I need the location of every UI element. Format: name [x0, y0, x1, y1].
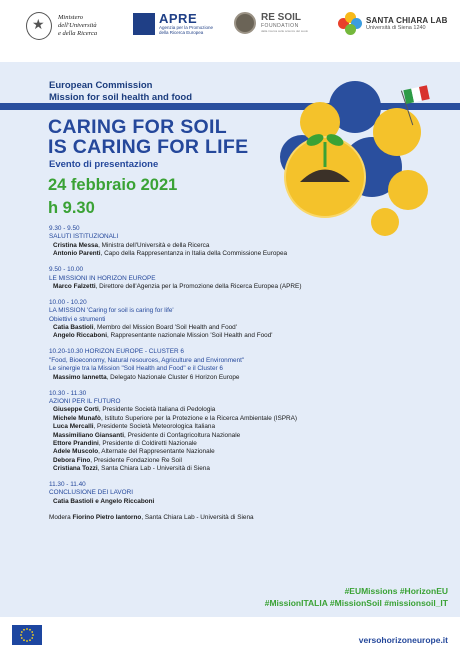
eu-flag-bg — [12, 625, 42, 645]
session-title: "Food, Bioeconomy, Natural resources, Agriculture and Environment" — [49, 356, 245, 364]
ec-line1: European Commission — [49, 80, 153, 91]
mur-line2: dell'Università — [58, 22, 97, 29]
speaker-row — [49, 332, 449, 340]
speaker-role: , Membro del Mission Board 'Soil Health and Food' — [93, 324, 237, 332]
speaker-row — [49, 448, 449, 456]
speaker-name: Massimo Iannetta — [53, 373, 107, 381]
program-list — [49, 225, 449, 522]
logo-bar — [0, 0, 460, 58]
speaker-role: , Capo della Rappresentanza in Italia della Commissione Europea — [100, 250, 288, 258]
ec-line2: Mission for soil health and food — [49, 92, 193, 103]
speaker-name: Cristiana Tozzi — [53, 465, 98, 473]
program-session — [49, 390, 449, 474]
apre-name: APRE — [159, 11, 198, 26]
program-session — [49, 348, 449, 382]
resoil-sub: FOUNDATION — [261, 23, 299, 29]
scl-sub: Università di Siena 1240 — [366, 25, 426, 31]
mur-line3: e della Ricerca — [58, 30, 98, 37]
footer — [0, 617, 460, 657]
apre-mark-icon — [133, 13, 155, 35]
mur-line1: Ministero — [58, 14, 84, 21]
speaker-row — [49, 457, 449, 465]
speaker-name: Angelo Riccaboni — [53, 332, 107, 340]
circle-blue-left — [280, 135, 324, 179]
flag-red — [419, 85, 430, 100]
speaker-name: Adele Muscolo — [53, 448, 99, 456]
mur-text — [58, 14, 114, 38]
speaker-role: , Presidente Fondazione Re Soil — [90, 456, 182, 464]
hashtags-line2: #MissionITALIA #MissionSoil #missionsoil_IT — [264, 598, 448, 608]
main-panel — [0, 62, 460, 617]
mur-logo — [26, 12, 114, 40]
circle-yellow-right — [373, 108, 421, 156]
speaker-name: Catia Bastioli — [53, 324, 94, 332]
resoil-text — [261, 13, 308, 33]
speaker-name: Antonio Parenti — [53, 250, 101, 258]
resoil-globe-icon — [234, 12, 256, 34]
speaker-name: Giuseppe Corti — [53, 406, 99, 414]
flag-green — [403, 89, 414, 104]
flag-white — [411, 87, 422, 102]
speaker-role: , Direttore dell'Agenzia per la Promozione della Ricerca Europea (APRE) — [95, 282, 302, 290]
italian-flag-icon — [401, 85, 434, 126]
session-subtitle: Le sinergie tra la Mission "Soil Health and Food" e il Cluster 6 — [49, 365, 223, 373]
event-subtitle: Evento di presentazione — [49, 159, 159, 170]
session-title: SALUTI ISTITUZIONALI — [49, 233, 119, 241]
speaker-name: Cristina Messa — [53, 241, 99, 249]
circle-yellow-bottom — [388, 170, 428, 210]
speaker-name: Debora Fino — [53, 456, 91, 464]
session-time: 9.50 - 10.00 — [49, 266, 84, 274]
resoil-logo — [234, 12, 308, 34]
apre-sub: Agenzia per la Promozione della Ricerca Europea — [159, 25, 214, 35]
italian-emblem-icon — [26, 12, 52, 40]
event-title — [48, 117, 248, 157]
program-session — [49, 299, 449, 341]
session-title: LE MISSIONI IN HORIZON EUROPE — [49, 274, 156, 282]
event-date: 24 febbraio 2021 — [48, 176, 178, 194]
speaker-role: , Delegato Nazionale Cluster 6 Horizon Europe — [106, 373, 240, 381]
session-time: 10.20-10.30 HORIZON EUROPE - CLUSTER 6 — [49, 348, 184, 356]
speaker-row — [49, 242, 449, 250]
session-time: 11.30 - 11.40 — [49, 481, 86, 489]
program-session — [49, 481, 449, 506]
speaker-name: Ettore Prandini — [53, 439, 99, 447]
sun-ring — [285, 137, 365, 217]
event-time: h 9.30 — [48, 199, 95, 217]
sprout-leaf-right-icon — [325, 132, 346, 149]
program-session — [49, 266, 449, 291]
speaker-role: , Presidente di Coldiretti Nazionale — [98, 439, 197, 447]
eu-flag-icon — [12, 625, 42, 645]
session-title: AZIONI PER IL FUTURO — [49, 397, 121, 405]
ec-heading — [49, 80, 192, 104]
website-link[interactable]: versohorizoneurope.it — [358, 635, 448, 645]
title-line1: CARING FOR SOIL — [48, 116, 227, 138]
speaker-role: , Presidente di Confagricoltura Nazionale — [124, 431, 241, 439]
scl-name: SANTA CHIARA LAB — [366, 16, 448, 25]
sun-circle — [285, 137, 365, 217]
speaker-name: Luca Mercalli — [53, 423, 94, 431]
speaker-role: , Rappresentante nazionale Mission 'Soil Health and Food' — [106, 332, 273, 340]
flag-pole — [401, 90, 412, 126]
speaker-role: , Istituto Superiore per la Protezione e la Ricerca Ambientale (ISPRA) — [100, 414, 298, 422]
resoil-tiny: dalla ricerca sulle scienze del suolo — [261, 29, 309, 33]
speaker-row — [49, 324, 449, 332]
scl-text — [366, 16, 448, 32]
program-session — [49, 225, 449, 259]
moderator-prefix: Modera — [49, 513, 73, 521]
speaker-role: , Alternate del Rappresentante Nazionale — [98, 448, 215, 456]
session-subtitle: Obiettivi e strumenti — [49, 315, 106, 323]
speaker-row — [49, 374, 449, 382]
speaker-row — [49, 406, 449, 414]
apre-logo — [133, 12, 219, 35]
hashtags — [265, 585, 448, 609]
speaker-row — [49, 440, 449, 448]
santa-chiara-dots-icon — [338, 12, 362, 36]
speaker-name: Massimiliano Giansanti — [53, 431, 125, 439]
title-line2: IS CARING FOR LIFE — [48, 136, 249, 158]
session-title: LA MISSION 'Caring for soil is caring for life' — [49, 307, 174, 315]
session-title: CONCLUSIONE DEI LAVORI — [49, 489, 134, 497]
moderator-name: Fiorino Pietro Iantorno — [72, 513, 142, 521]
speaker-name: Michele Munafò — [53, 414, 101, 422]
speaker-row — [49, 415, 449, 423]
speaker-role: , Presidente Società Italiana di Pedologia — [98, 406, 216, 414]
hashtags-line1: #EUMissions #HorizonEU — [344, 586, 448, 596]
speaker-role: , Santa Chiara Lab - Università di Siena — [97, 465, 210, 473]
sprout-leaf-left-icon — [305, 132, 326, 149]
speaker-row — [49, 432, 449, 440]
speaker-row — [49, 423, 449, 431]
session-time: 10.30 - 11.30 — [49, 389, 87, 397]
session-time: 10.00 - 10.20 — [49, 298, 87, 306]
speaker-role: , Presidente Società Meteorologica Italiana — [93, 423, 215, 431]
speaker-row — [49, 283, 449, 291]
circle-blue-top — [329, 81, 381, 133]
soil-mound-icon — [300, 170, 350, 183]
speaker-name: Marco Falzetti — [53, 282, 96, 290]
resoil-name: RE SOIL — [261, 12, 302, 23]
circle-yellow-left — [300, 102, 340, 142]
santa-chiara-lab-logo — [338, 12, 448, 36]
speaker-row — [49, 250, 449, 258]
session-time: 9.30 - 9.50 — [49, 225, 80, 232]
speaker-row — [49, 498, 449, 506]
moderator-line — [49, 514, 449, 522]
speaker-role: , Ministra dell'Università e della Ricerca — [98, 241, 210, 249]
blue-stripe — [0, 103, 460, 110]
speaker-row — [49, 465, 449, 473]
circle-blue-bottom — [342, 137, 402, 197]
speaker-name: Catia Bastioli e Angelo Riccaboni — [53, 497, 155, 505]
apre-text — [159, 12, 219, 35]
moderator-role: , Santa Chiara Lab - Università di Siena — [141, 513, 254, 521]
